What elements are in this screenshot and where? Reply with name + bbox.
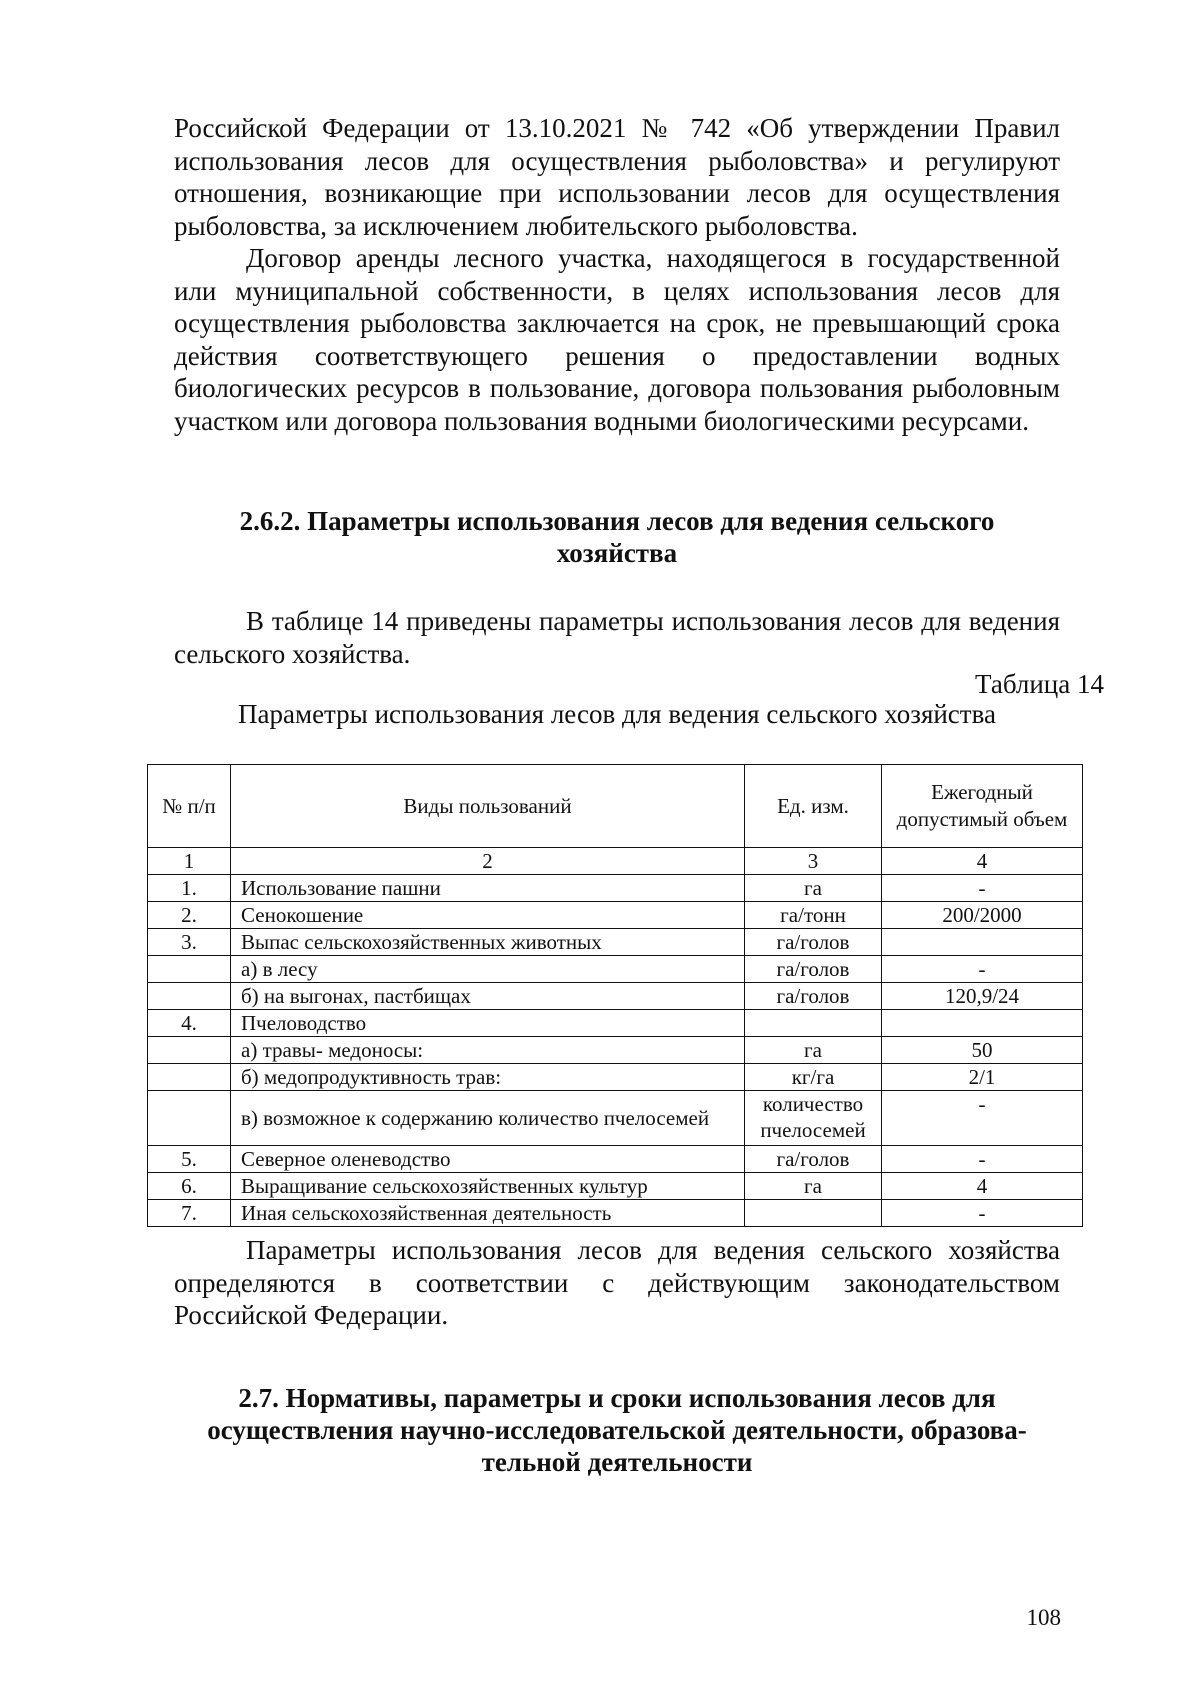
table-row (148, 1037, 1083, 1064)
table-row (148, 1091, 1083, 1146)
cell-num: 3. (148, 929, 231, 956)
cell-volume (882, 1010, 1083, 1037)
table-row (148, 1146, 1083, 1173)
cell-type: б) на выгонах, пастбищах (231, 983, 745, 1010)
cell-unit: кг/га (745, 1064, 882, 1091)
cell-num (148, 1037, 231, 1064)
cell-volume: 2/1 (882, 1064, 1083, 1091)
table-row (148, 875, 1083, 902)
cell-unit (745, 1010, 882, 1037)
cell-volume (882, 929, 1083, 956)
intro-paragraph-2: Договор аренды лесного участка, находящегося в государственной или муниципальной собственности, в целях использования лесов для осуществления рыболовства заключается на срок, не превышающий срока действия соответствующего решения о предоставлении водных биологических ресурсов в пользование, договора пользования рыболовным участком или договора пользования водными биологическими ресурсами. (174, 243, 1060, 436)
cell-unit: количество пчелосемей (745, 1091, 882, 1146)
cell-type: Северное оленеводство (231, 1146, 745, 1173)
cell-volume: - (882, 875, 1083, 902)
column-number: 1 (148, 848, 231, 875)
column-number: 2 (231, 848, 745, 875)
cell-num: 2. (148, 902, 231, 929)
section-heading-line: осуществления научно-исследовательской деятельности, образова- (207, 1415, 1027, 1445)
table-row (148, 1173, 1083, 1200)
cell-unit: га (745, 1173, 882, 1200)
cell-type: Иная сельскохозяйственная деятельность (231, 1200, 745, 1227)
cell-unit (745, 1200, 882, 1227)
table-row (148, 1064, 1083, 1091)
header-unit: Ед. изм. (745, 765, 882, 848)
cell-unit: га/голов (745, 929, 882, 956)
header-volume: Ежегодный допустимый объем (882, 765, 1083, 848)
cell-unit: га/голов (745, 983, 882, 1010)
cell-volume: 4 (882, 1173, 1083, 1200)
table-row (148, 956, 1083, 983)
cell-type: Сенокошение (231, 902, 745, 929)
table-row (148, 902, 1083, 929)
parameters-table (147, 764, 1083, 1227)
cell-volume: 200/2000 (882, 902, 1083, 929)
cell-num: 5. (148, 1146, 231, 1173)
section-heading-2-6-2 (174, 505, 1060, 569)
cell-type: б) медопродуктивность трав: (231, 1064, 745, 1091)
column-number-row (148, 848, 1083, 875)
cell-type: Выращивание сельскохозяйственных культур (231, 1173, 745, 1200)
cell-num: 1. (148, 875, 231, 902)
cell-type: а) травы- медоносы: (231, 1037, 745, 1064)
column-number: 3 (745, 848, 882, 875)
cell-num (148, 1091, 231, 1146)
table-row (148, 929, 1083, 956)
cell-volume: - (882, 1200, 1083, 1227)
table-header-row (148, 765, 1083, 848)
section-heading-line: тельной деятельности (481, 1447, 753, 1477)
section-heading-2-7 (174, 1382, 1060, 1478)
column-number: 4 (882, 848, 1083, 875)
cell-volume: 50 (882, 1037, 1083, 1064)
cell-unit: га/тонн (745, 902, 882, 929)
after-table-paragraph: Параметры использования лесов для ведения сельского хозяйства определяются в соответствии с действующим законодательством Российской Федерации. (174, 1235, 1060, 1330)
cell-volume: - (882, 1146, 1083, 1173)
cell-num (148, 983, 231, 1010)
cell-unit: га (745, 1037, 882, 1064)
table-intro-paragraph: В таблице 14 приведены параметры использования лесов для ведения сельского хозяйства. (174, 606, 1060, 669)
cell-type: Использование пашни (231, 875, 745, 902)
section-heading-line: хозяйства (556, 538, 678, 568)
page-number: 108 (1026, 1605, 1061, 1630)
table-title: Параметры использования лесов для ведения сельского хозяйства (238, 699, 996, 729)
table-row (148, 1010, 1083, 1037)
intro-paragraph-1: Российской Федерации от 13.10.2021 № 742 «Об утверждении Правил использования лесов для осуществления рыболовства» и регулируют отношения, возникающие при использовании лесов для осуществления рыболовства, за исключением любительского рыболовства. (174, 113, 1060, 241)
cell-type: Пчеловодство (231, 1010, 745, 1037)
cell-num (148, 956, 231, 983)
header-num: № п/п (148, 765, 231, 848)
cell-volume: 120,9/24 (882, 983, 1083, 1010)
table-label: Таблица 14 (975, 669, 1104, 699)
cell-type: а) в лесу (231, 956, 745, 983)
cell-num: 6. (148, 1173, 231, 1200)
cell-num (148, 1064, 231, 1091)
cell-volume: - (882, 956, 1083, 983)
cell-unit: га/голов (745, 956, 882, 983)
cell-type: Выпас сельскохозяйственных животных (231, 929, 745, 956)
section-heading-line: 2.7. Нормативы, параметры и сроки использования лесов для (238, 1383, 996, 1413)
cell-num: 7. (148, 1200, 231, 1227)
cell-unit: га/голов (745, 1146, 882, 1173)
cell-volume: - (882, 1091, 1083, 1146)
cell-unit: га (745, 875, 882, 902)
section-heading-line: 2.6.2. Параметры использования лесов для ведения сельского (239, 506, 995, 536)
table-row (148, 983, 1083, 1010)
header-type: Виды пользований (231, 765, 745, 848)
cell-num: 4. (148, 1010, 231, 1037)
table-row (148, 1200, 1083, 1227)
cell-type: в) возможное к содержанию количество пчелосемей (231, 1091, 745, 1146)
